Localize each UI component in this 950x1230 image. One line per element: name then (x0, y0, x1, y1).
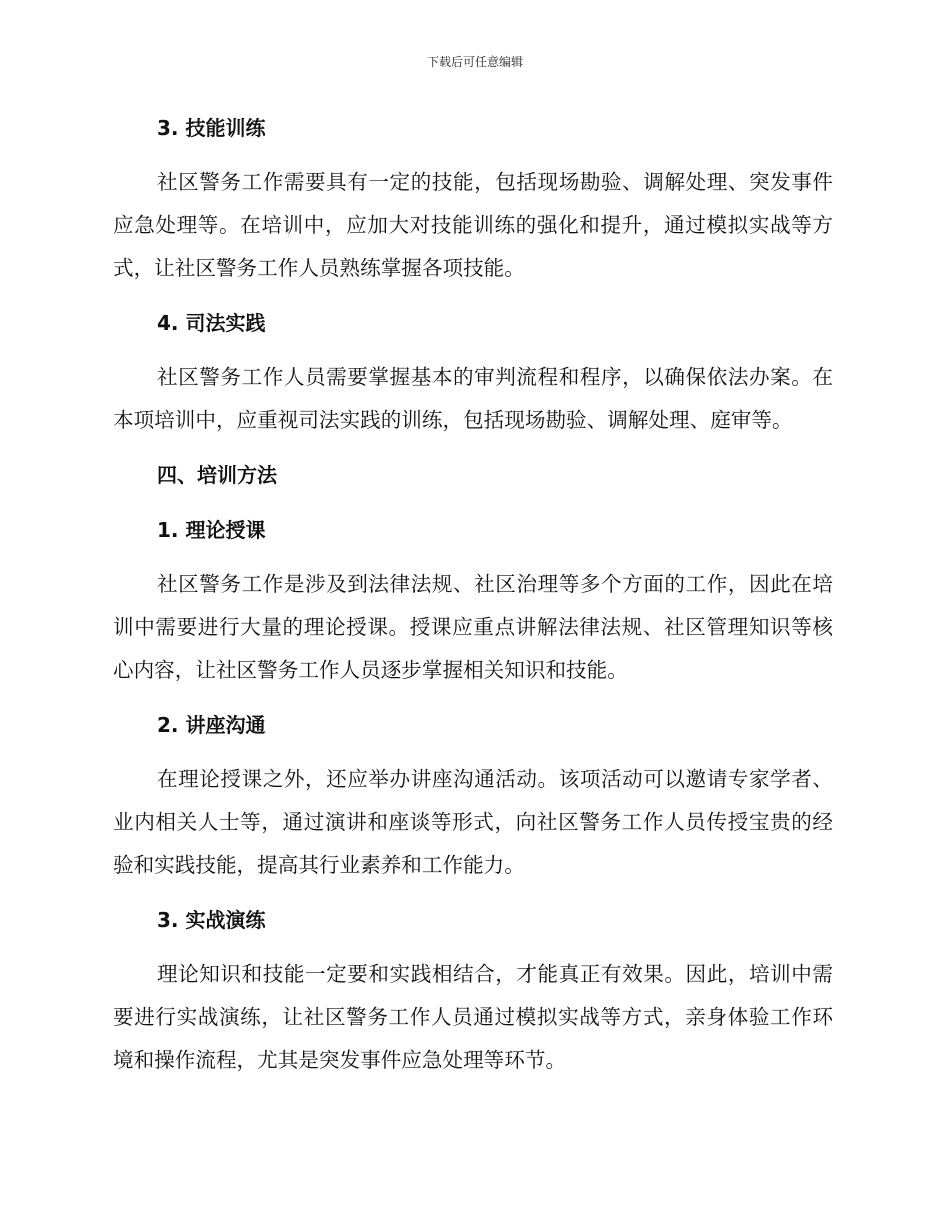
page-header: 下载后可任意编辑 (426, 55, 523, 69)
section-heading-seminar-communication: 2. 讲座沟通 (157, 713, 266, 737)
paragraph-theory-lectures: 社区警务工作是涉及到法律法规、社区治理等多个方面的工作，因此在培训中需要进行大量的理论授课。授课应重点讲解法律法规、社区管理知识等核心内容，让社区警务工作人员逐步掌握相关知识和技能。 (113, 572, 833, 682)
document-body (113, 106, 833, 1082)
paragraph-seminar-communication: 在理论授课之外，还应举办讲座沟通活动。该项活动可以邀请专家学者、业内相关人士等，通过演讲和座谈等形式，向社区警务工作人员传授宝贵的经验和实践技能，提高其行业素养和工作能力。 (113, 767, 833, 877)
paragraph-judicial-practice: 社区警务工作人员需要掌握基本的审判流程和程序，以确保依法办案。在本项培训中，应重视司法实践的训练，包括现场勘验、调解处理、庭审等。 (113, 365, 833, 432)
section-heading-field-drills: 3. 实战演练 (157, 908, 266, 932)
section-heading-theory-lectures: 1. 理论授课 (157, 518, 266, 542)
paragraph-field-drills: 理论知识和技能一定要和实践相结合，才能真正有效果。因此，培训中需要进行实战演练，让社区警务工作人员通过模拟实战等方式，亲身体验工作环境和操作流程，尤其是突发事件应急处理等环节。 (113, 962, 833, 1072)
section-heading-skills-training: 3. 技能训练 (157, 116, 266, 140)
paragraph-skills-training: 社区警务工作需要具有一定的技能，包括现场勘验、调解处理、突发事件应急处理等。在培训中，应加大对技能训练的强化和提升，通过模拟实战等方式，让社区警务工作人员熟练掌握各项技能。 (113, 170, 833, 280)
section-heading-judicial-practice: 4. 司法实践 (157, 311, 266, 335)
chapter-heading-training-methods: 四、培训方法 (157, 463, 277, 487)
